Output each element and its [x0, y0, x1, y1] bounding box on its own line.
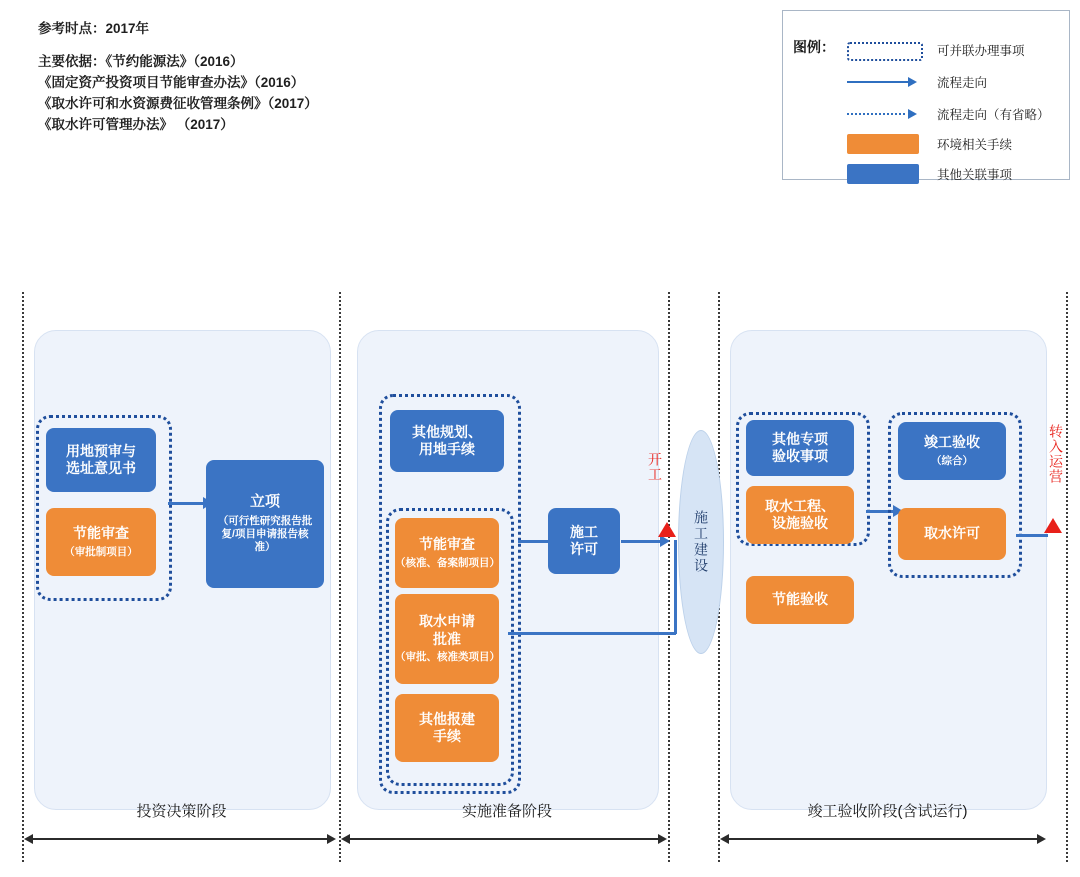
blue-swatch-icon — [845, 163, 923, 185]
node-water-intake-apply[interactable] — [395, 594, 499, 684]
node-other-special-acceptance[interactable] — [746, 420, 854, 476]
connector-water-long — [508, 632, 676, 635]
legend-title: 图例： — [793, 39, 835, 55]
node-land-preapproval[interactable] — [46, 428, 156, 492]
legend-item-env — [845, 133, 1063, 155]
node-label: 用地预审与 — [66, 442, 136, 459]
node-energy-acceptance[interactable] — [746, 576, 854, 624]
node-label: 立项 — [249, 493, 280, 511]
legend-label-3: 环境相关手续 — [937, 138, 1013, 152]
node-label-2: 验收事项 — [772, 448, 828, 464]
node-energy-review-record[interactable] — [395, 518, 499, 588]
node-other-construction-filing[interactable] — [395, 694, 499, 762]
legend-item-flow-omitted — [845, 103, 1063, 125]
transfer-to-operation-marker-icon — [1044, 518, 1062, 533]
connector-land-to-setup — [168, 502, 204, 505]
node-completion-acceptance[interactable] — [898, 422, 1006, 480]
node-sublabel: （综合） — [931, 454, 973, 467]
node-label: 取水工程、 — [765, 497, 835, 514]
legend-item-other — [845, 163, 1063, 185]
node-project-setup[interactable] — [206, 460, 324, 588]
legend-item-parallel — [845, 39, 1063, 61]
node-label: 取水申请 — [419, 613, 475, 630]
legend-item-flow — [845, 71, 1063, 93]
legend-label-4: 其他关联事项 — [937, 168, 1013, 182]
connector-group-to-permit — [518, 540, 548, 543]
orange-swatch-icon — [845, 133, 923, 155]
dashed-box-icon — [845, 39, 923, 61]
connector-water-riser — [674, 540, 677, 634]
node-label: 其他报建 — [419, 710, 475, 727]
node-label-2: 用地手续 — [419, 441, 475, 457]
construction-stage-label: 施工建设 — [693, 510, 709, 574]
legend-label-1: 流程走向 — [937, 76, 988, 90]
node-label-2: 许可 — [570, 541, 598, 557]
node-label-2: 手续 — [433, 728, 461, 744]
phase-bar-investment — [32, 838, 328, 840]
node-sublabel: （审批制项目） — [64, 545, 138, 558]
node-label: 取水许可 — [924, 525, 980, 542]
node-sublabel: （核准、备案制项目） — [395, 556, 500, 569]
node-sublabel: （审批、核准类项目） — [395, 651, 500, 664]
legend-label-0: 可并联办理事项 — [937, 44, 1025, 58]
basis-line-0: 主要依据：《节约能源法》（2016） — [38, 54, 244, 69]
basis-line-2: 《取水许可和水资源费征收管理条例》（2017） — [38, 96, 318, 111]
dotted-arrow-icon — [845, 103, 923, 125]
node-sublabel: （可行性研究报告批复/项目申请报告核准） — [217, 515, 313, 554]
phase-divider-1 — [339, 292, 341, 862]
start-construction-marker-icon — [658, 522, 676, 537]
phase-bar-preparation — [349, 838, 659, 840]
transfer-to-operation-label: 转入运营 — [1048, 424, 1064, 484]
node-label: 竣工验收 — [924, 434, 980, 451]
legend-label-2: 流程走向（有省略） — [937, 108, 1050, 122]
legend-box — [782, 10, 1070, 180]
node-label: 施工 — [570, 523, 598, 540]
node-energy-review-approval[interactable] — [46, 508, 156, 576]
phase-divider-2 — [668, 292, 670, 862]
phase-label-preparation: 实施准备阶段 — [461, 803, 552, 820]
reference-date: 参考时点：2017年 — [38, 21, 150, 36]
solid-arrow-icon — [845, 71, 923, 93]
node-label-2: 选址意见书 — [66, 460, 136, 476]
phase-label-investment: 投资决策阶段 — [136, 803, 227, 820]
node-label: 其他规划、 — [412, 423, 482, 440]
node-water-project-acceptance[interactable] — [746, 486, 854, 544]
phase-label-acceptance: 竣工验收阶段(含试运行) — [807, 803, 968, 820]
start-construction-label: 开工 — [647, 452, 663, 482]
node-label: 其他专项 — [772, 430, 828, 447]
node-label-2: 批准 — [433, 630, 461, 647]
basis-line-3: 《取水许可管理办法》 （2017） — [38, 117, 234, 132]
node-water-permit[interactable] — [898, 508, 1006, 560]
phase-bar-acceptance — [728, 838, 1038, 840]
node-label: 节能审查 — [419, 536, 475, 553]
construction-stage-ellipse — [678, 430, 724, 654]
phase-divider-4 — [1066, 292, 1068, 862]
basis-line-1: 《固定资产投资项目节能审查办法》（2016） — [38, 75, 305, 90]
node-label-2: 设施验收 — [772, 515, 828, 531]
connector-completion-to-operation — [1016, 534, 1048, 537]
node-label: 节能审查 — [73, 525, 129, 542]
phase-divider-0 — [22, 292, 24, 862]
node-construction-permit[interactable] — [548, 508, 620, 574]
connector-permit-to-construction — [621, 540, 661, 543]
node-label: 节能验收 — [772, 591, 828, 608]
header-notes — [38, 18, 468, 135]
